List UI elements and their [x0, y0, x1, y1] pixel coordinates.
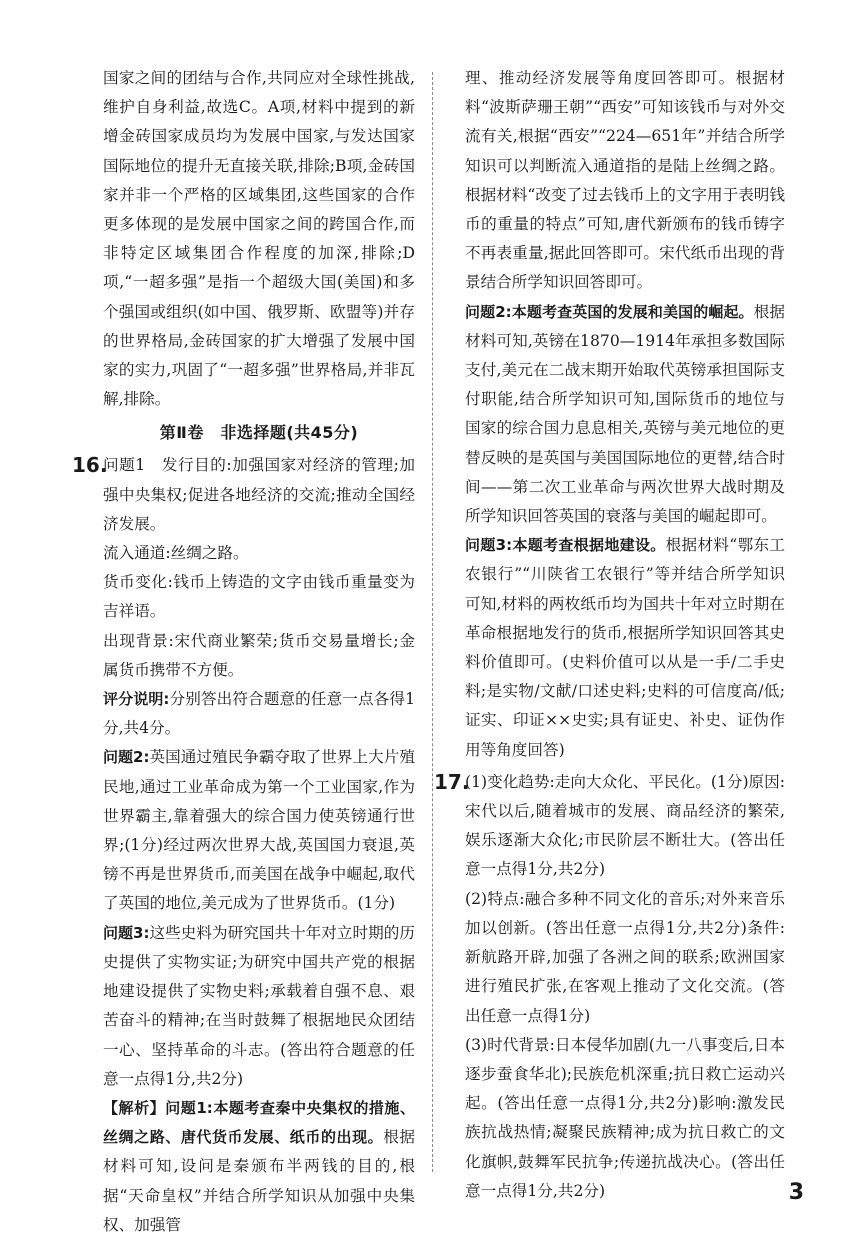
- q16-answer-1: 问题1 发行目的:加强国家对经济的管理;加强中央集权;促进各地经济的交流;推动全国经济发展。: [103, 456, 415, 533]
- analysis-question-2: [465, 298, 785, 532]
- section-title: 第Ⅱ卷 非选择题(共45分): [159, 423, 359, 443]
- q16-q2-text: 英国通过殖民争霸夺取了世界上大片殖民地,通过工业革命成为第一个工业国家,作为世界霸主,靠着强大的综合国力使英镑通行世界;(1分)经过两次世界大战,英国国力衰退,英镑不再是世界货币,而美国在战争中崛起,取代了英国的地位,美元成为了世界货币。(1分): [103, 748, 415, 913]
- analysis-continued: 理、推动经济发展等角度回答即可。根据材料“波斯萨珊王朝”“西安”可知该钱币与对外交流有关,根据“西安”“224—651年”并结合所学知识可以判断流入通道指的是陆上丝绸之路。根据材料“改变了过去钱币上的文字用于表明钱币的重量的特点”可知,唐代新颁布的钱币铸字不再表重量,据此回答即可。宋代纸币出现的背景结合所学知识回答即可。: [465, 69, 785, 292]
- q16-question-2: [103, 743, 415, 918]
- q16-q3-text: 这些史料为研究国共十年对立时期的历史提供了实物实证;为研究中国共产党的根据地建设提供了实物史料;承载着自强不息、艰苦奋斗的精神;在当时鼓舞了根据地民众团结一心、坚持革命的斗志。(答出符合题意的任意一点得1分,共2分): [103, 923, 415, 1088]
- page-number: 3: [788, 1180, 804, 1205]
- analysis-label: 【解析】问题1:本题考查秦中央集权的措施、丝绸之路、唐代货币发展、纸币的出现。: [103, 1098, 415, 1147]
- q16-scoring-note: [103, 685, 415, 743]
- q17-answer-3: (3)时代背景:日本侵华加剧(九一八事变后,日本逐步蚕食华北);民族危机深重;抗日救亡运动兴起。(答出任意一点得1分,共2分)影响:激发民族抗战热情;凝聚民族精神;成为抗日救亡的文化旗帜,鼓舞军民抗争;传递抗战决心。(答出任意一点得1分,共2分): [465, 1035, 785, 1200]
- column-divider: [432, 72, 433, 1172]
- q16-answer-4: 出现背景:宋代商业繁荣;货币交易量增长;金属货币携带不方便。: [103, 631, 415, 679]
- question-16-number: 16.: [72, 453, 108, 478]
- q17-answer-2: (2)特点:融合多种不同文化的音乐;对外来音乐加以创新。(答出任意一点得1分,共2分)条件:新航路开辟,加强了各洲之间的联系;欧洲国家进行殖民扩张,在客观上推动了文化交流。(答出任意一点得1分): [465, 889, 785, 1025]
- a2-text: 根据材料可知,英镑在1870—1914年承担多数国际支付,美元在二战末期开始取代英镑承担国际支付职能,结合所学知识可知,国际货币的地位与国家的综合国力息息相关,英镑与美元地位的更替反映的是英国与美国国际地位的更替,结合时间——第二次工业革命与两次世界大战时期及所学知识回答英国的衰落与美国的崛起即可。: [465, 302, 785, 526]
- right-column: [434, 64, 786, 1206]
- q16-answer-3: 货币变化:钱币上铸造的文字由钱币重量变为吉祥语。: [103, 573, 415, 621]
- scoring-text: 分别答出符合题意的任意一点各得1分,共4分。: [103, 690, 416, 738]
- analysis-question-3: [465, 531, 785, 765]
- a2-label: 问题2:本题考查英国的发展和美国的崛起。: [465, 302, 754, 321]
- question-16: [72, 451, 416, 1239]
- analysis-text: 根据材料可知,设问是秦颁布半两钱的目的,根据“天命皇权”并结合所学知识从加强中央集权、加强管: [103, 1128, 415, 1234]
- q17-answer-1: (1)变化趋势:走向大众化、平民化。(1分)原因:宋代以后,随着城市的发展、商品经济的繁荣,娱乐逐渐大众化;市民阶层不断壮大。(答出任意一点得1分,共2分): [465, 772, 785, 879]
- q16-q3-label: 问题3:: [103, 923, 150, 942]
- a3-text: 根据材料“鄂东工农银行”“川陕省工农银行”等并结合所学知识可知,材料的两枚纸币均为国共十年对立时期在革命根据地发行的货币,根据所学知识回答其史料价值即可。(史料价值可以从是一手/二手史料;是实物/文献/口述史料;史料的可信度高/低;证实、印证××史实;具有证史、补史、证伪作用等角度回答): [465, 536, 786, 759]
- question-17-number: 17.: [434, 769, 470, 794]
- a3-label: 问题3:本题考查根据地建设。: [465, 536, 666, 555]
- analysis-paragraph: [103, 1094, 415, 1240]
- q16-q2-label: 问题2:: [103, 748, 150, 767]
- q16-answer-2: 流入通道:丝绸之路。: [103, 544, 249, 563]
- q16-question-3: [103, 919, 415, 1094]
- question-17: [434, 768, 785, 1206]
- scoring-label: 评分说明:: [103, 690, 170, 709]
- left-column: [72, 64, 416, 1240]
- intro-paragraph: 国家之间的团结与合作,共同应对全球性挑战,维护自身利益,故选C。A项,材料中提到的新增金砖国家成员均为发展中国家,与发达国家国际地位的提升无直接关联,排除;B项,金砖国家并非一个严格的区域集团,这些国家的合作更多体现的是发展中国家之间的跨国合作,而非特定区域集团合作程度的加深,排除;D项,“一超多强”是指一个超级大国(美国)和多个强国或组织(如中国、俄罗斯、欧盟等)并存的世界格局,金砖国家的扩大增强了发展中国家的实力,巩固了“一超多强”世界格局,并非瓦解,排除。: [103, 69, 415, 409]
